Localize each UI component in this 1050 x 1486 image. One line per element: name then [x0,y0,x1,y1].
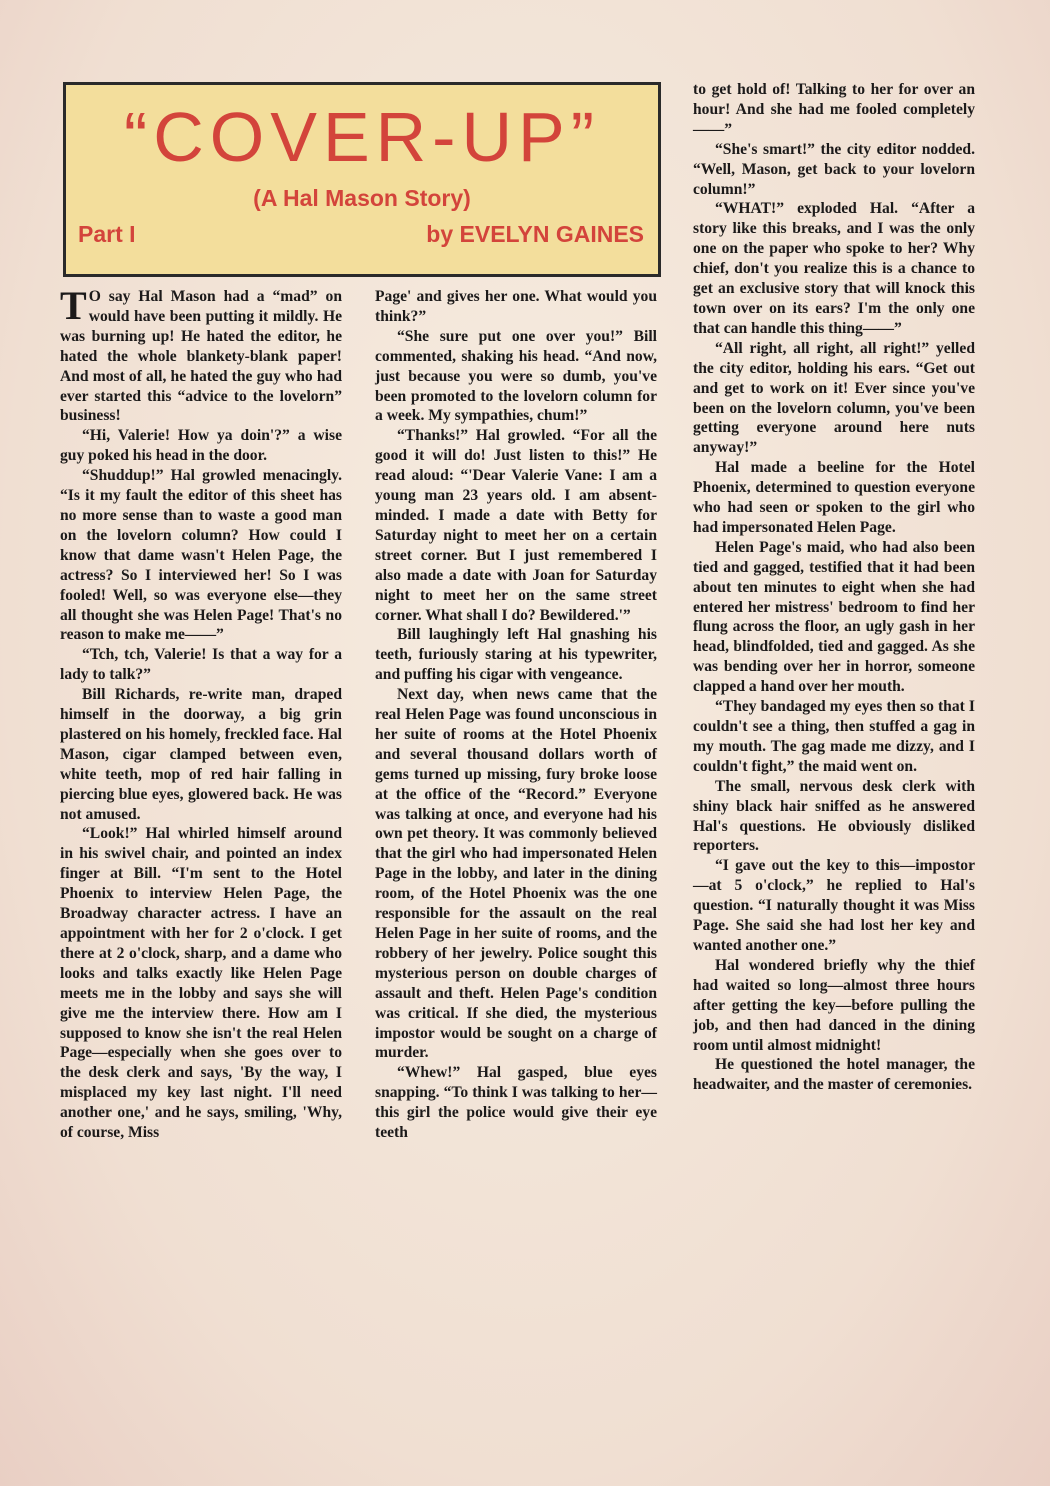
paragraph: Hal made a beeline for the Hotel Phoenix, determined to question everyone who had seen or spoken to the girl who had impersonated Helen Page. [693,459,975,536]
paragraph: The small, nervous desk clerk with shiny black hair sniffed as he answered Hal's questions. He obviously disliked reporters. [693,777,975,855]
paragraph: “I gave out the key to this—impostor—at 5 o'clock,” he replied to Hal's question. “I naturally thought it was Miss Page. She said she had lost her key and wanted another one.” [693,857,975,954]
paragraph: “She's smart!” the city editor nodded. “Well, Mason, get back to your lovelorn column!” [693,140,975,198]
column-3 [693,80,975,1095]
paragraph: Bill Richards, re-write man, draped himself in the doorway, a big grin plastered on his homely, freckled face. Hal Mason, cigar clamped between even, white teeth, mop of red hair falling in piercing blue eyes, glowered back. He was not amused. [60,686,342,823]
part-label: Part I [78,221,136,247]
paragraph: “They bandaged my eyes then so that I couldn't see a thing, then stuffed a gag in my mouth. The gag made me dizzy, and I couldn't fight,” the maid went on. [693,698,975,775]
story-title: “COVER-UP” [123,98,601,176]
paragraph: “Hi, Valerie! How ya doin'?” a wise guy poked his head in the door. [60,427,342,465]
paragraph: He questioned the hotel manager, the headwaiter, and the master of ceremonies. [693,1056,975,1094]
drop-cap: T [60,283,87,328]
paragraph: “Tch, tch, Valerie! Is that a way for a lady to talk?” [60,646,342,684]
paragraph: Next day, when news came that the real Helen Page was found unconscious in her suite of rooms at the Hotel Phoenix and several thousand dollars worth of gems turned up missing, fury broke loose at the office of the “Record.” Everyone was talking at once, and everyone had his own pet theory. It was commonly believed that the girl who had impersonated Helen Page in the lobby, and later in the dining room, of the Hotel Phoenix was the one responsible for the assault on the real Helen Page in her suite of rooms, and the robbery of her jewelry. Police sought this mysterious person on double charges of assault and theft. Helen Page's condition was critical. If she died, the mysterious impostor would be sought on a charge of murder. [375,686,657,1062]
column-1 [60,283,342,1143]
column-2 [375,287,657,1143]
paragraph: to get hold of! Talking to her for over an hour! And she had me fooled completely——” [693,81,975,138]
paragraph-text: O say Hal Mason had a “mad” on would have been putting it mildly. He was burning up! He hated the editor, he hated the whole blankety-blank paper! And most of all, he hated the guy who had ever started this “advice to the lovelorn” business! [60,288,342,425]
paragraph: “She sure put one over you!” Bill commented, shaking his head. “And now, just because you were so dumb, you've been promoted to the lovelorn column for a week. My sympathies, chum!” [375,327,657,425]
paragraph: Bill laughingly left Hal gnashing his teeth, furiously staring at his typewriter, and puffing his cigar with vengeance. [375,626,657,684]
paragraph: Page' and gives her one. What would you think?” [375,288,657,325]
title-box [63,82,661,277]
paragraph: “All right, all right, all right!” yelled the city editor, holding his ears. “Get out and get to work on it! Ever since you've been on the lovelorn column, you've been getting everyone around here nuts anyway!” [693,339,975,457]
author-byline: by EVELYN GAINES [426,221,644,247]
paragraph: Helen Page's maid, who had also been tied and gagged, testified that it had been about ten minutes to eight when she had entered her mistress' bedroom to find her flung across the floor, an ugly gash in her head, blindfolded, tied and gagged. As she was bending over her in horror, someone clapped a hand over her mouth. [693,538,975,696]
paragraph: “Shuddup!” Hal growled menacingly. “Is it my fault the editor of this sheet has no more sense than to waste a good man on the lovelorn column? How could I know that dame wasn't Helen Page, the actress? So I interviewed her! So I was fooled! Well, so was everyone else—they all thought she was Helen Page! That's no reason to make me——” [60,467,342,644]
paragraph [60,283,342,426]
paragraph: “Whew!” Hal gasped, blue eyes snapping. “To think I was talking to her—this girl the police would give their eye teeth [375,1064,657,1142]
story-subtitle: (A Hal Mason Story) [253,185,471,211]
paragraph: “Thanks!” Hal growled. “For all the good it will do! Just listen to this!” He read aloud: “'Dear Valerie Vane: I am a young man 23 years old. I am absent-minded. I made a date with Betty for Saturday night to meet her on a certain street corner. But I just remembered I also made a date with Joan for Saturday night to meet her on the same street corner. What shall I do? Bewildered.'” [375,427,657,624]
paragraph: “Look!” Hal whirled himself around in his swivel chair, and pointed an index finger at Bill. “I'm sent to the Hotel Phoenix to interview Helen Page, the Broadway character actress. I have an appointment with her for 2 o'clock. I get there at 2 o'clock, sharp, and a dame who looks and talks exactly like Helen Page meets me in the lobby and says she will give me the interview there. How am I supposed to know she isn't the real Helen Page—especially when she goes over to the desk clerk and says, 'By the way, I misplaced my key last night. I'll need another one,' and he says, smiling, 'Why, of course, Miss [60,825,342,1142]
paragraph: Hal wondered briefly why the thief had waited so long—almost three hours after getting the key—before pulling the job, and then had danced in the dining room until almost midnight! [693,956,975,1054]
paragraph: “WHAT!” exploded Hal. “After a story like this breaks, and I was the only one on the paper who spoke to her? Why chief, don't you realize this is a chance to get an exclusive story that will knock this town over on its ears? I'm the only one that can handle this thing——” [693,200,975,337]
